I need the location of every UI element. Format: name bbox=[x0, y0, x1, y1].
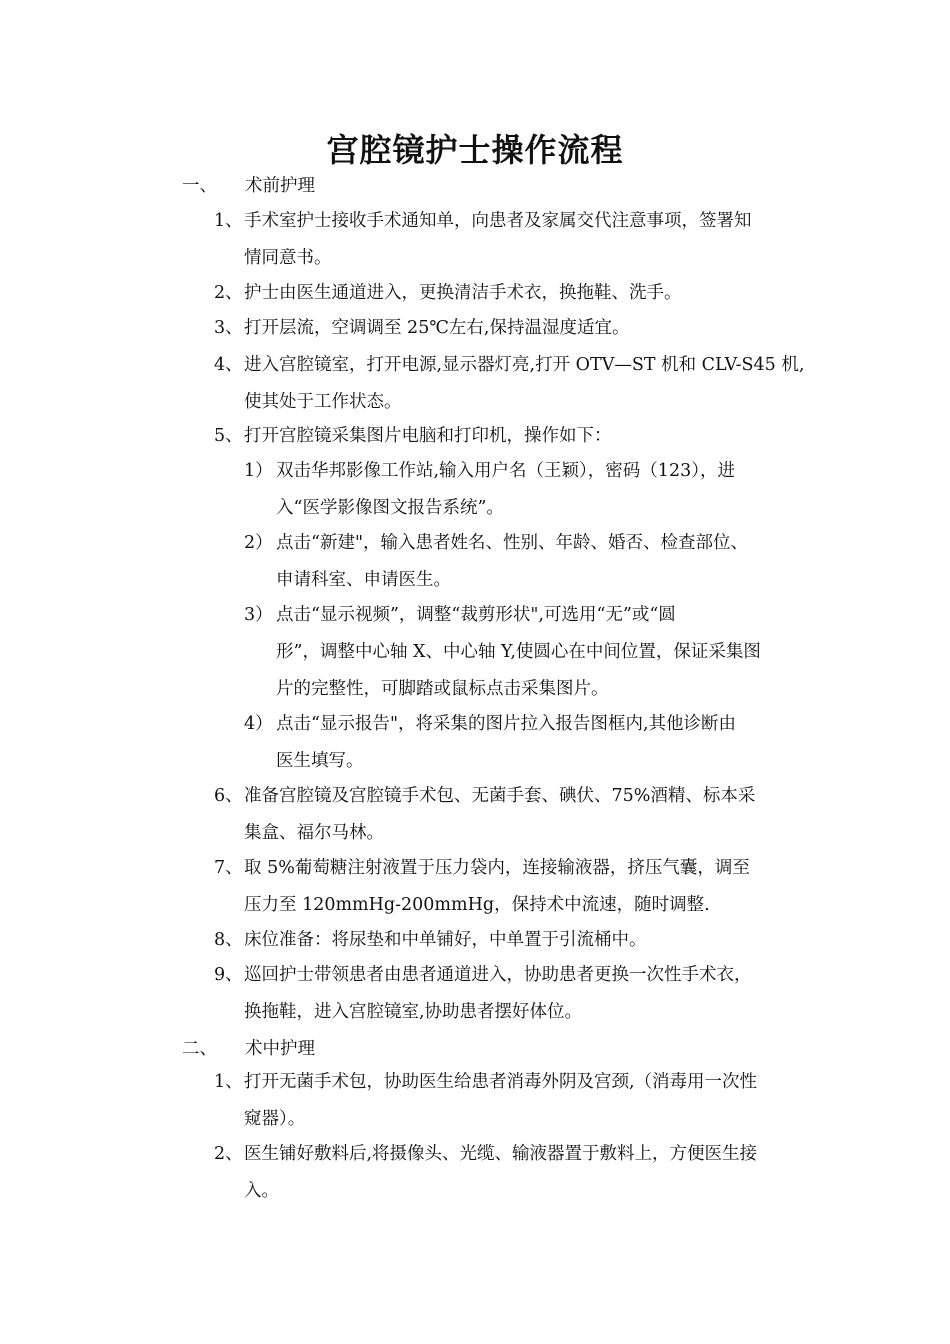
sub-item-number: 1） bbox=[244, 461, 273, 481]
section-heading: 术中护理 bbox=[245, 1039, 315, 1059]
list-item-number: 1、 bbox=[214, 211, 243, 231]
list-item-text: 准备宫腔镜及宫腔镜手术包、无菌手套、碘伏、75%酒精、标本采 bbox=[244, 786, 756, 806]
list-item-text: 取 5%葡萄糖注射液置于压力袋内，连接输液器，挤压气囊，调至 bbox=[244, 858, 750, 878]
sub-item-text: 点击“新建"，输入患者姓名、性别、年龄、婚否、检查部位、 bbox=[276, 533, 748, 553]
list-item-number: 9、 bbox=[214, 965, 243, 985]
list-item-text: 打开层流，空调调至 25℃左右,保持温湿度适宜。 bbox=[244, 318, 630, 338]
list-item-text: 使其处于工作状态。 bbox=[244, 392, 402, 412]
list-item-text: 医生铺好敷料后,将摄像头、光缆、输液器置于敷料上，方便医生接 bbox=[244, 1144, 758, 1164]
list-item-text: 压力至 120mmHg-200mmHg，保持术中流速，随时调整. bbox=[244, 895, 710, 915]
list-item-text: 巡回护士带领患者由患者通道进入，协助患者更换一次性手术衣， bbox=[244, 965, 752, 985]
sub-item-number: 4） bbox=[244, 714, 273, 734]
list-item-text: 情同意书。 bbox=[244, 248, 332, 268]
list-item-number: 7、 bbox=[214, 858, 243, 878]
sub-item-text: 片的完整性，可脚踏或鼠标点击采集图片。 bbox=[276, 679, 609, 699]
list-item-text: 打开无菌手术包，协助医生给患者消毒外阴及宫颈,（消毒用一次性 bbox=[244, 1072, 758, 1092]
list-item-number: 8、 bbox=[214, 930, 243, 950]
list-item-text: 进入宫腔镜室，打开电源,显示器灯亮,打开 OTV—ST 机和 CLV-S45 机, bbox=[244, 355, 805, 375]
list-item-text: 打开宫腔镜采集图片电脑和打印机，操作如下： bbox=[244, 426, 612, 446]
section-heading: 术前护理 bbox=[245, 176, 315, 196]
sub-item-number: 2） bbox=[244, 533, 273, 553]
document-title: 宫腔镜护士操作流程 bbox=[326, 131, 624, 169]
list-item-number: 2、 bbox=[214, 1144, 243, 1164]
section-number: 二、 bbox=[182, 1039, 217, 1059]
sub-item-text: 形”，调整中心轴 X、中心轴 Y,使圆心在中间位置，保证采集图 bbox=[276, 642, 761, 662]
list-item-text: 床位准备：将尿垫和中单铺好，中单置于引流桶中。 bbox=[244, 930, 647, 950]
list-item-number: 5、 bbox=[214, 426, 243, 446]
list-item-text: 手术室护士接收手术通知单，向患者及家属交代注意事项，签署知 bbox=[244, 211, 752, 231]
sub-item-text: 申请科室、申请医生。 bbox=[276, 570, 451, 590]
list-item-text: 入。 bbox=[244, 1181, 279, 1201]
list-item-number: 1、 bbox=[214, 1072, 243, 1092]
sub-item-number: 3） bbox=[244, 605, 273, 625]
sub-item-text: 医生填写。 bbox=[276, 751, 364, 771]
list-item-text: 集盒、福尔马林。 bbox=[244, 823, 384, 843]
list-item-number: 3、 bbox=[214, 318, 243, 338]
list-item-text: 换拖鞋，进入宫腔镜室,协助患者摆好体位。 bbox=[244, 1002, 583, 1022]
list-item-number: 4、 bbox=[214, 355, 243, 375]
sub-item-text: 入“医学影像图文报告系统”。 bbox=[276, 498, 504, 518]
list-item-text: 护士由医生通道进入，更换清洁手术衣，换拖鞋、洗手。 bbox=[244, 283, 682, 303]
list-item-text: 窥器）。 bbox=[244, 1109, 306, 1129]
section-number: 一、 bbox=[182, 176, 217, 196]
list-item-number: 6、 bbox=[214, 786, 243, 806]
list-item-number: 2、 bbox=[214, 283, 243, 303]
sub-item-text: 点击“显示报告"，将采集的图片拉入报告图框内,其他诊断由 bbox=[276, 714, 737, 734]
sub-item-text: 双击华邦影像工作站,输入用户名（王颖），密码（123），进 bbox=[276, 461, 735, 481]
sub-item-text: 点击“显示视频”，调整“裁剪形状",可选用“无”或“圆 bbox=[276, 605, 676, 625]
